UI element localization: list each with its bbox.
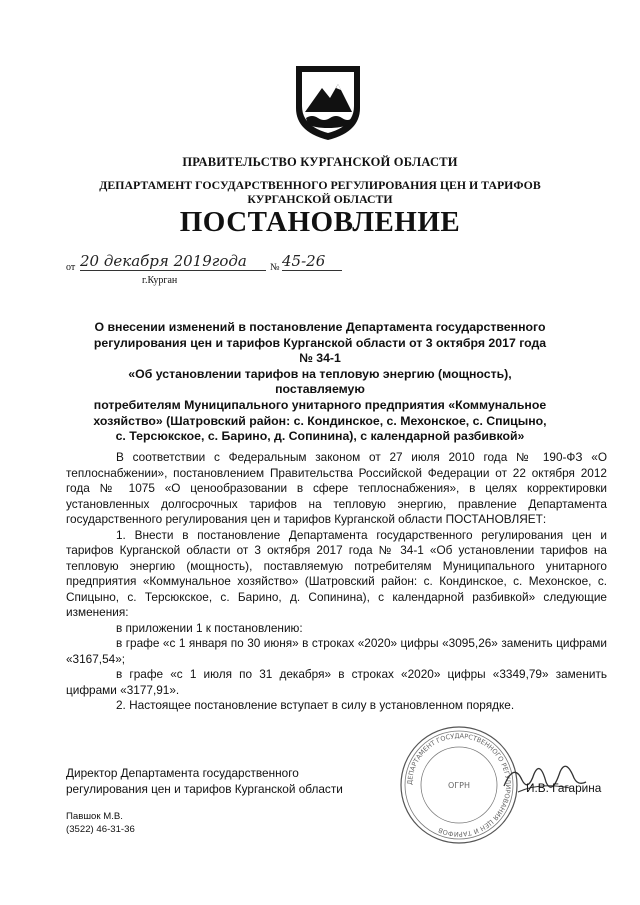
body-paragraph-appendix: в приложении 1 к постановлению: [116, 620, 303, 635]
signatory-name: И.В. Гагарина [526, 781, 602, 795]
heading-line: регулирования цен и тарифов Курганской области от 3 октября 2017 года № 34-1 [93, 335, 547, 366]
executor-name: Павшок М.В. [66, 811, 123, 822]
executor-phone: (3522) 46-31-36 [66, 824, 135, 835]
government-name: ПРАВИТЕЛЬСТВО КУРГАНСКОЙ ОБЛАСТИ [182, 155, 458, 169]
number-field [282, 252, 342, 271]
document-heading [90, 320, 550, 445]
stamp-center-text: ОГРН [447, 781, 471, 790]
stamp-ring-text: ДЕПАРТАМЕНТ ГОСУДАРСТВЕННОГО РЕГУЛИРОВАНИЯ ЦЕН И ТАРИФОВ [405, 731, 513, 839]
number-handwritten: 45-26 [282, 252, 326, 270]
date-handwritten: 20 декабря 2019года [80, 252, 247, 270]
heading-line: потребителям Муниципального унитарного предприятия «Коммунальное [93, 397, 547, 412]
department-name-line1: ДЕПАРТАМЕНТ ГОСУДАРСТВЕННОГО РЕГУЛИРОВАНИЯ ЦЕН И ТАРИФОВ [99, 178, 541, 192]
executor-info [66, 810, 135, 836]
body-paragraph-change2: в графе «с 1 июля по 31 декабря» в строках «2020» цифры «3349,79» заменить цифрами «3177,91». [66, 667, 607, 697]
body-paragraph-item1: 1. Внести в постановление Департамента государственного регулирования цен и тарифов Курганской области от 3 октября 2017 года № 34-1 «Об установлении тарифов на тепловую энергию (мощность), поставляемую потребителям Муниципального унитарного предприятия «Коммунальное хозяйство» (Шатровский район: с. Кондинское, с. Мехонское, с. Спицыно, с. Терсюкское, с. Барино, д. Сопинина), с календарной разбивкой» следующие изменения: [66, 527, 607, 619]
body-paragraph-change1: в графе «с 1 января по 30 июня» в строках «2020» цифры «3095,26» заменить цифрами «3167,54»; [66, 636, 607, 666]
heading-line: «Об установлении тарифов на тепловую энергию (мощность), поставляемую [128, 366, 512, 397]
department-name-line2: КУРГАНСКОЙ ОБЛАСТИ [247, 192, 393, 206]
coat-of-arms-emblem [292, 62, 364, 142]
signatory-title [66, 766, 343, 797]
body-paragraph-item2: 2. Настоящее постановление вступает в силу в установленном порядке. [116, 698, 515, 712]
number-label: № [270, 262, 280, 273]
body-paragraph-preamble: В соответствии с Федеральным законом от 27 июля 2010 года № 190-ФЗ «О теплоснабжении», постановлением Правительства Российской Федерации от 22 октября 2012 года № 1075 «О ценообразовании в сфере теплоснабжения», в целях корректировки установленных долгосрочных тарифов на тепловую энергию, правление Департамента государственного регулирования цен и тарифов Курганской области ПОСТАНОВЛЯЕТ: [66, 450, 607, 526]
heading-line: хозяйство» (Шатровский район: с. Кондинское, с. Мехонское, с. Спицыно, [93, 413, 547, 428]
document-type-title: ПОСТАНОВЛЕНИЕ [179, 206, 461, 238]
heading-line: О внесении изменений в постановление Департамента государственного [94, 320, 546, 334]
signatory-title-line2: регулирования цен и тарифов Курганской области [66, 781, 343, 796]
signatory-title-line1: Директор Департамента государственного [66, 766, 299, 780]
city-label: г.Курган [142, 275, 178, 286]
date-from-label: от [66, 262, 76, 273]
date-field [80, 252, 266, 271]
heading-line: с. Терсюкское, с. Барино, д. Сопинина), с календарной разбивкой» [115, 429, 525, 444]
document-body [66, 450, 607, 714]
